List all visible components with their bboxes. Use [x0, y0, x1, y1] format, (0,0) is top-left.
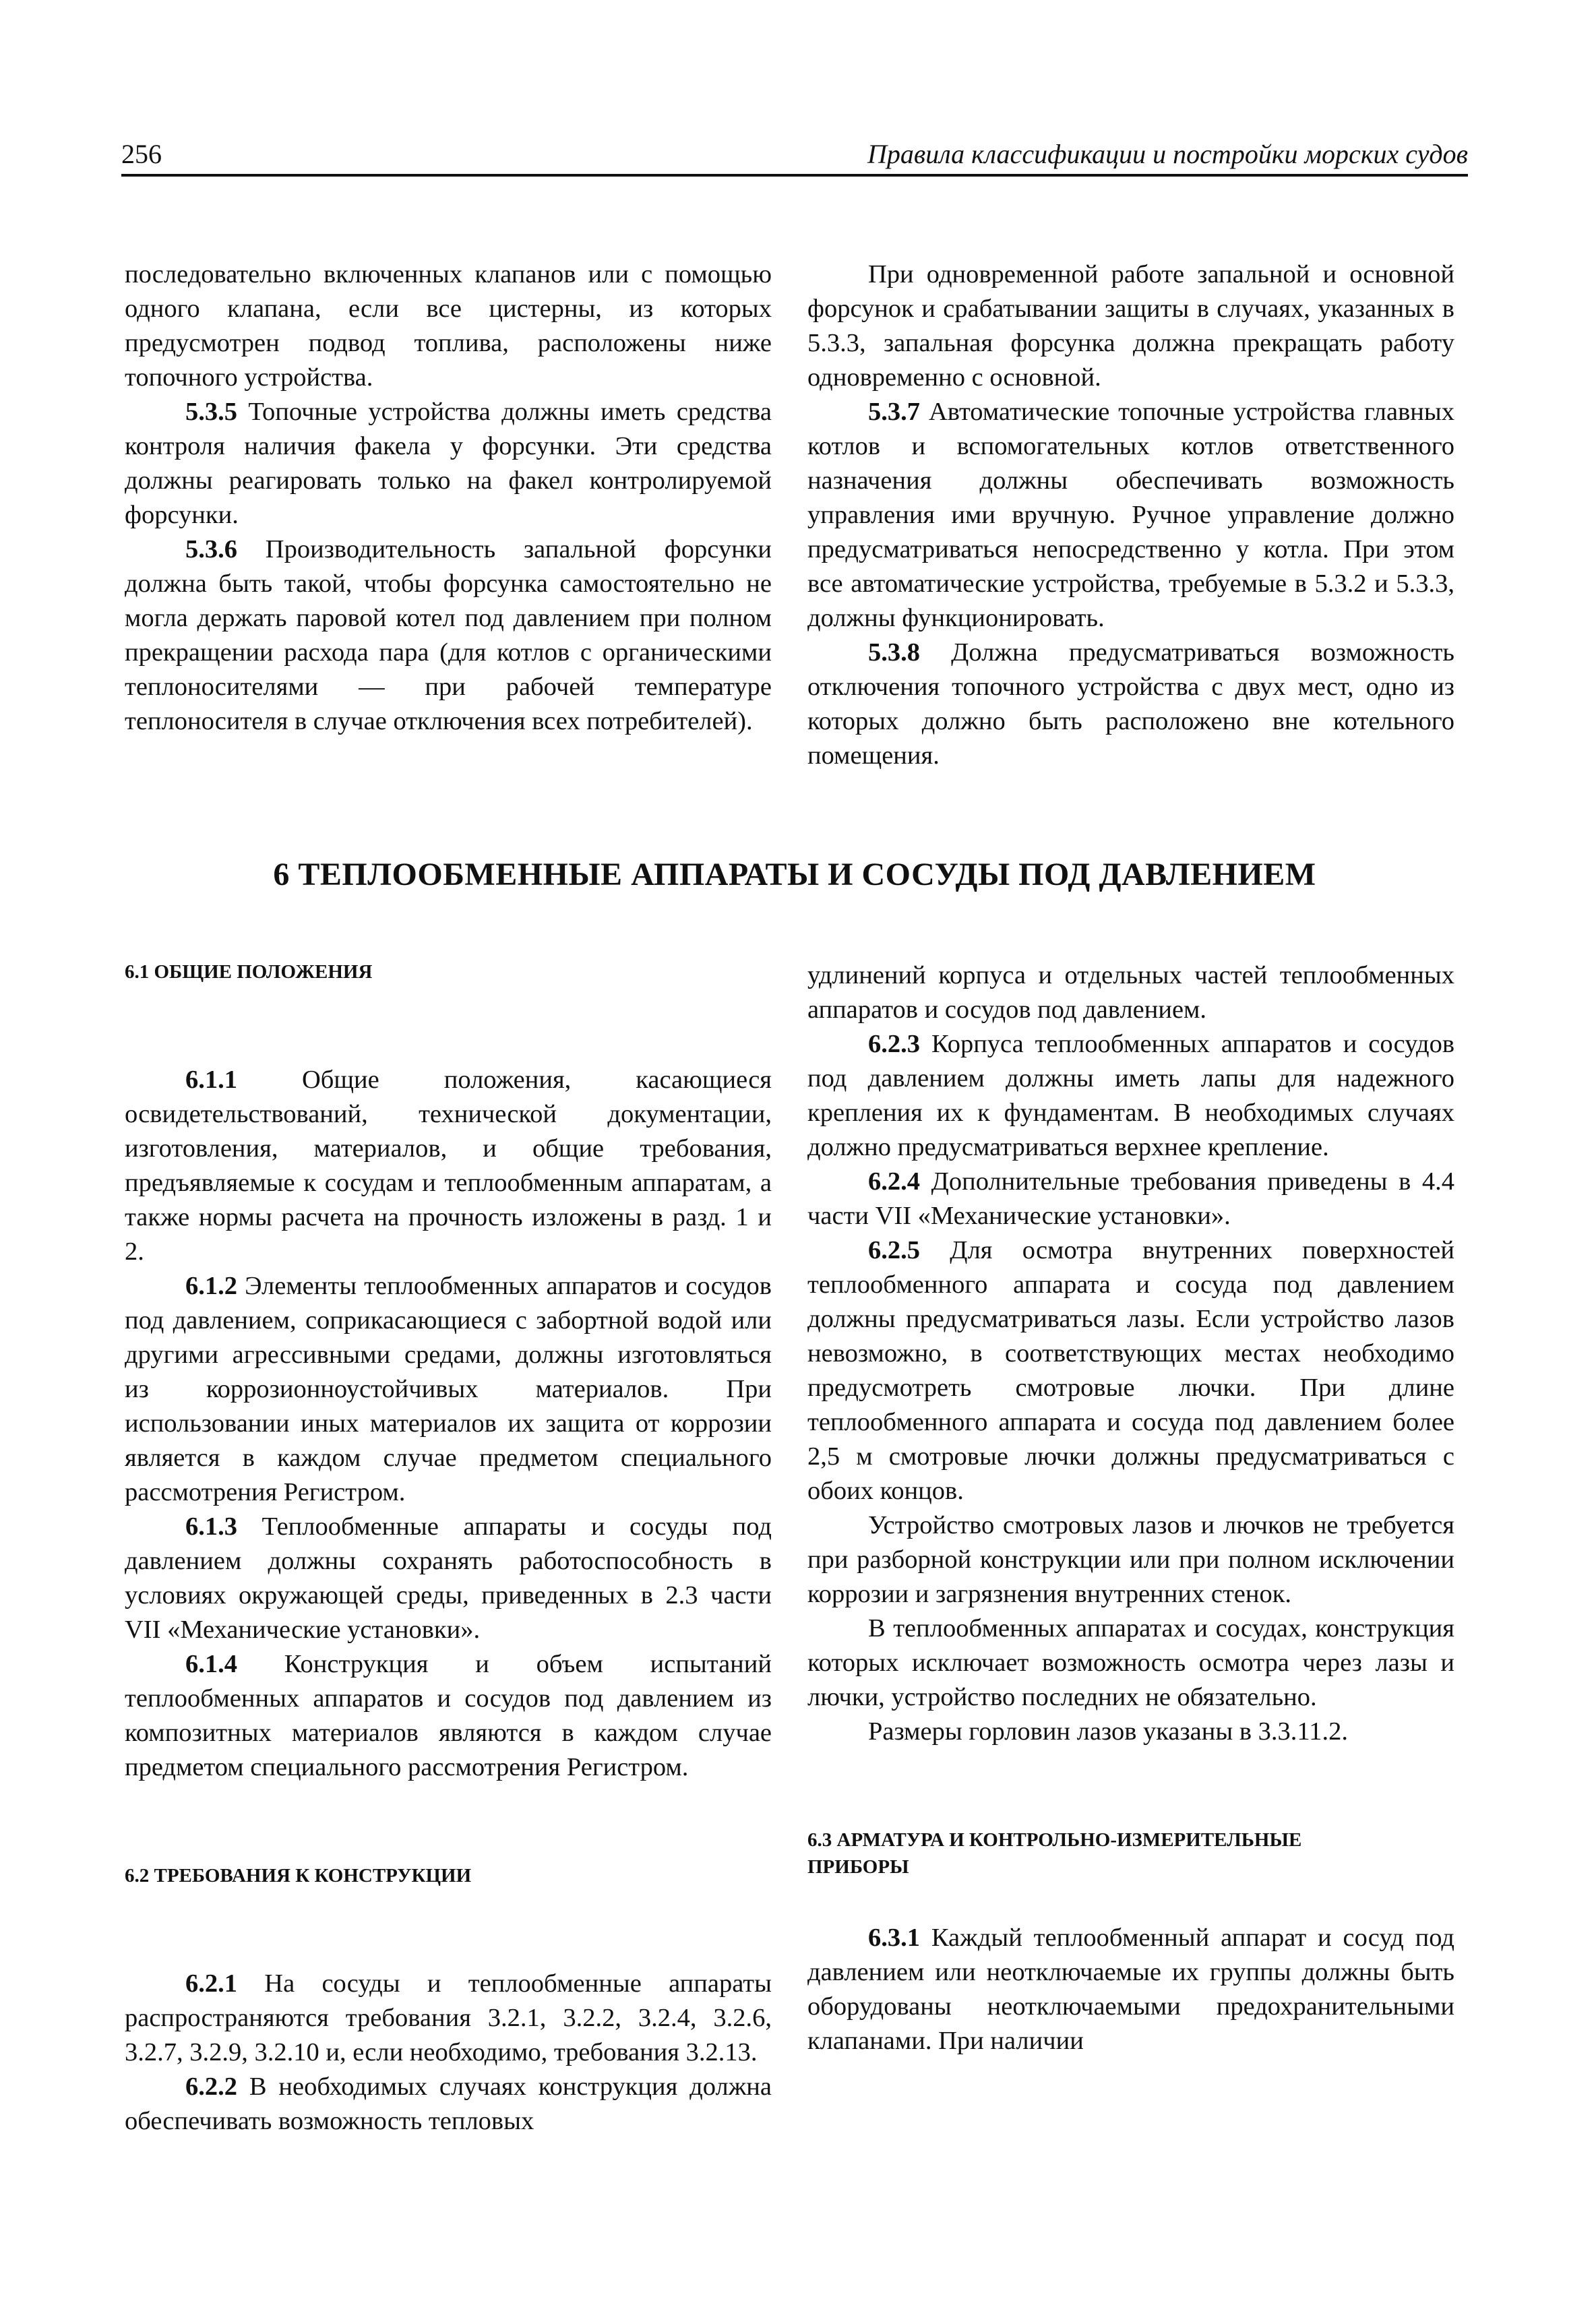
chapter-title: 6 ТЕПЛООБМЕННЫЕ АППАРАТЫ И СОСУДЫ ПОД ДАВЛЕНИЕМ — [273, 857, 1316, 892]
paragraph-6-2-2: 6.2.2 В необходимых случаях конструкция должна обеспечивать возможность тепловых — [125, 2073, 772, 2135]
top-right-column — [807, 257, 1454, 773]
paragraph-6-1-1: 6.1.1 Общие положения, касающиеся освидетельствований, технической документации, изготовления, материалов, и общие требования, предъявляемые к сосудам и теплообменным аппаратам, а также нормы расчета на прочность изложены в разд. 1 и 2. — [125, 1066, 772, 1266]
paragraph-6-2-1: 6.2.1 На сосуды и теплообменные аппараты распространяются требования 3.2.1, 3.2.2, 3.2.4, 3.2.6, 3.2.7, 3.2.9, 3.2.10 и, если необходимо, требования 3.2.13. — [125, 1969, 772, 2066]
paragraph: последовательно включенных клапанов или с помощью одного клапана, если все цистерны, из которых предусмотрен подвод топлива, расположены ниже топочного устройства. — [125, 260, 772, 392]
bottom-left-column — [125, 958, 772, 2139]
paragraph-6-1-4: 6.1.4 Конструкция и объем испытаний теплообменных аппаратов и сосудов под давлением из композитных материалов являются в каждом случае предметом специального рассмотрения Регистром. — [125, 1650, 772, 1781]
section-heading-6-2: 6.2 ТРЕБОВАНИЯ К КОНСТРУКЦИИ — [125, 1865, 472, 1886]
paragraph-5-3-6: 5.3.6 Производительность запальной форсунки должна быть такой, чтобы форсунка самостоятельно не могла держать паровой котел под давлением при полном прекращении расхода пара (для котлов с органическими теплоносителями — при рабочей температуре теплоносителя в случае отключения всех потребителей). — [125, 535, 772, 735]
paragraph-6-1-2: 6.1.2 Элементы теплообменных аппаратов и сосудов под давлением, соприкасающиеся с забортной водой или другими агрессивными средами, должны изготовляться из коррозионноустойчивых материалов. При использовании иных материалов их защита от коррозии является в каждом случае предметом специального рассмотрения Регистром. — [125, 1272, 772, 1506]
header-rule — [121, 174, 1468, 177]
bottom-right-column — [807, 958, 1454, 2058]
section-heading-6-1: 6.1 ОБЩИЕ ПОЛОЖЕНИЯ — [125, 961, 373, 983]
section-heading-6-3: 6.3 АРМАТУРА И КОНТРОЛЬНО-ИЗМЕРИТЕЛЬНЫЕ ПРИБОРЫ — [807, 1829, 1302, 1878]
running-title: Правила классификации и постройки морских судов — [867, 139, 1468, 169]
paragraph: В теплообменных аппаратах и сосудах, конструкция которых исключает возможность осмотра через лазы и лючки, устройство последних не обязательно. — [807, 1614, 1454, 1711]
paragraph-6-1-3: 6.1.3 Теплообменные аппараты и сосуды под давлением должны сохранять работоспособность в условиях окружающей среды, приведенных в 2.3 части VII «Механические установки». — [125, 1512, 772, 1644]
page-number: 256 — [121, 139, 162, 169]
paragraph-5-3-5: 5.3.5 Топочные устройства должны иметь средства контроля наличия факела у форсунки. Эти средства должны реагировать только на факел контролируемой форсунки. — [125, 398, 772, 529]
paragraph: Размеры горловин лазов указаны в 3.3.11.2. — [868, 1717, 1348, 1746]
paragraph-6-2-2-continued: удлинений корпуса и отдельных частей теплообменных аппаратов и сосудов под давлением. — [807, 961, 1454, 1024]
running-header — [121, 138, 1468, 179]
paragraph: Устройство смотровых лазов и лючков не требуется при разборной конструкции или при полном исключении коррозии и загрязнения внутренних стенок. — [807, 1511, 1454, 1608]
paragraph-5-3-7: 5.3.7 Автоматические топочные устройства главных котлов и вспомогательных котлов ответственного назначения должны обеспечивать возможность управления ими вручную. Ручное управление должно предусматриваться непосредственно у котла. При этом все автоматические устройства, требуемые в 5.3.2 и 5.3.3, должны функционировать. — [807, 398, 1454, 632]
paragraph: При одновременной работе запальной и основной форсунок и срабатывании защиты в случаях, указанных в 5.3.3, запальная форсунка должна прекращать работу одновременно с основной. — [807, 260, 1454, 392]
top-left-column — [125, 257, 772, 739]
paragraph-6-3-1: 6.3.1 Каждый теплообменный аппарат и сосуд под давлением или неотключаемые их группы должны быть оборудованы неотключаемыми предохранительными клапанами. При наличии — [807, 1924, 1454, 2055]
paragraph-6-2-4: 6.2.4 Дополнительные требования приведены в 4.4 части VII «Механические установки». — [807, 1167, 1454, 1230]
paragraph-6-2-3: 6.2.3 Корпуса теплообменных аппаратов и сосудов под давлением должны иметь лапы для надежного крепления их к фундаментам. В необходимых случаях должно предусматриваться верхнее крепление. — [807, 1030, 1454, 1161]
paragraph-5-3-8: 5.3.8 Должна предусматриваться возможность отключения топочного устройства с двух мест, одно из которых должно быть расположено вне котельного помещения. — [807, 638, 1454, 770]
paragraph-6-2-5: 6.2.5 Для осмотра внутренних поверхностей теплообменного аппарата и сосуда под давлением должны предусматриваться лазы. Если устройство лазов невозможно, в соответствующих местах необходимо предусмотреть смотровые лючки. При длине теплообменного аппарата и сосуда под давлением более 2,5 м смотровые лючки должны предусматриваться с обоих концов. — [807, 1236, 1454, 1505]
